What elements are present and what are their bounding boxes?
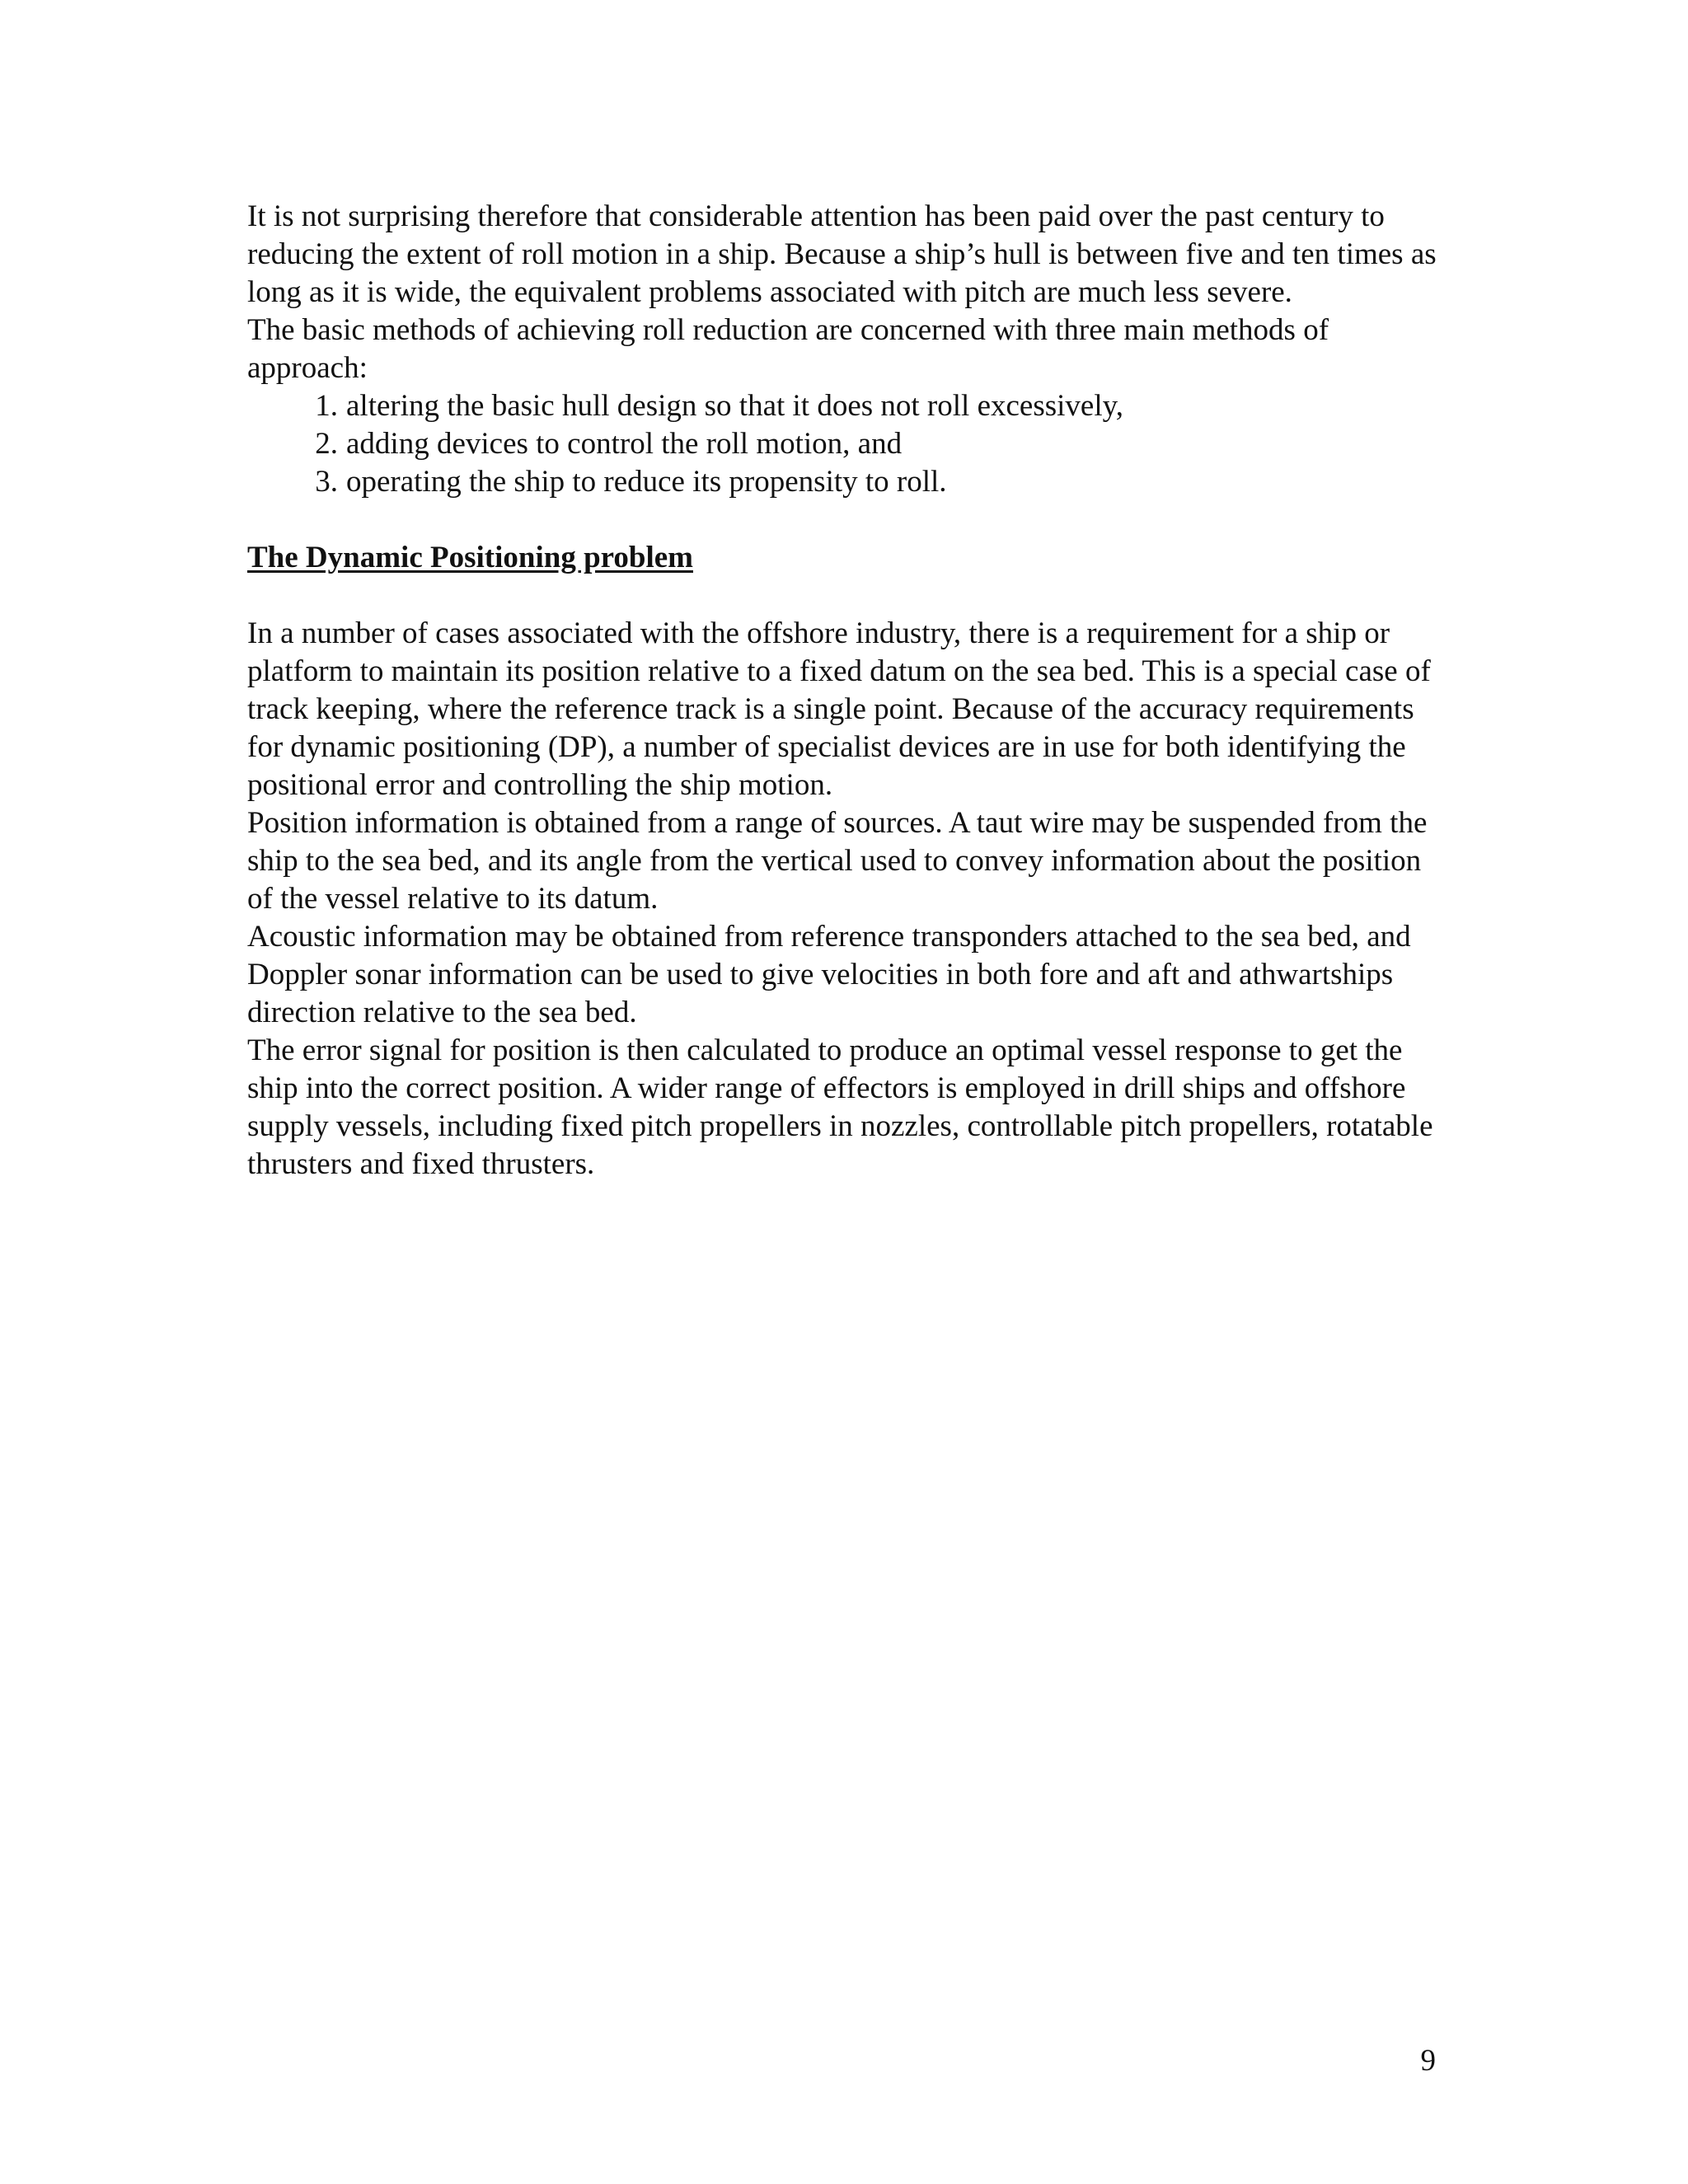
list-item-text: adding devices to control the roll motion, and (346, 427, 903, 461)
list-item-text: altering the basic hull design so that it does not roll excessively, (346, 389, 1123, 423)
list-item-number: 3. (315, 465, 338, 499)
list-item (247, 463, 1451, 501)
section-paragraph-3: Acoustic information may be obtained from reference transponders attached to the sea bed, and Doppler sonar information can be used to give velocities in both fore and aft and athwartships direction relative to the sea bed. (247, 920, 1411, 1029)
intro-paragraph-1: It is not surprising therefore that considerable attention has been paid over the past century to reducing the extent of roll motion in a ship. Because a ship’s hull is between five and ten times as long as it is wide, the equivalent problems associated with pitch are much less severe. (247, 199, 1437, 309)
roll-reduction-methods-list (247, 387, 1451, 501)
section-heading: The Dynamic Positioning problem (247, 541, 693, 574)
list-item-number: 1. (315, 389, 338, 423)
list-item-number: 2. (315, 427, 338, 461)
intro-paragraph-2: The basic methods of achieving roll reduction are concerned with three main methods of approach: (247, 313, 1329, 385)
list-item (247, 387, 1451, 425)
section-paragraph-1: In a number of cases associated with the offshore industry, there is a requirement for a ship or platform to maintain its position relative to a fixed datum on the sea bed. This is a special case of track keeping, where the reference track is a single point. Because of the accuracy requirements for dynamic positioning (DP), a number of specialist devices are in use for both identifying the positional error and controlling the ship motion. (247, 616, 1431, 802)
page-number: 9 (1420, 2044, 1436, 2078)
page-content (247, 198, 1451, 1183)
section-paragraph-2: Position information is obtained from a range of sources. A taut wire may be suspended from the ship to the sea bed, and its angle from the vertical used to convey information about the position of the vessel relative to its datum. (247, 806, 1428, 916)
list-item-text: operating the ship to reduce its propensity to roll. (346, 465, 947, 499)
section-paragraph-4: The error signal for position is then calculated to produce an optimal vessel response to get the ship into the correct position. A wider range of effectors is employed in drill ships and offshore supply vessels, including fixed pitch propellers in nozzles, controllable pitch propellers, rotatable thrusters and fixed thrusters. (247, 1033, 1433, 1181)
list-item (247, 425, 1451, 463)
